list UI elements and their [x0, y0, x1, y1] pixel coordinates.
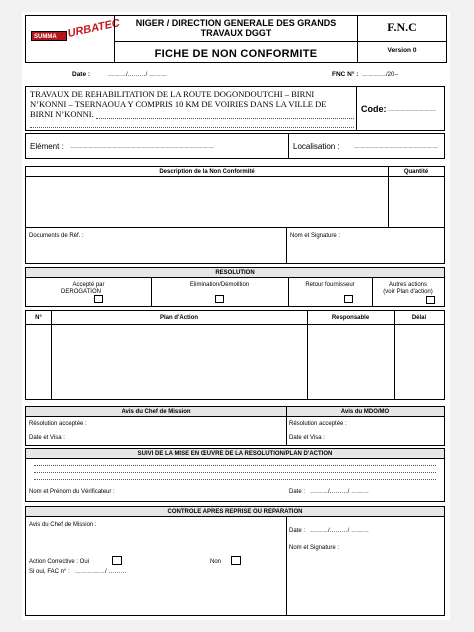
- plan-col-plan: Plan d'Action: [159, 315, 199, 321]
- form-title: FICHE DE NON CONFORMITE: [154, 48, 318, 60]
- description-box: [25, 166, 445, 264]
- docs-ref-label[interactable]: Documents de Réf. :: [29, 233, 84, 239]
- date-value[interactable]: ………/………/ ………: [108, 72, 168, 78]
- description-area[interactable]: [26, 177, 388, 227]
- corrective-non-checkbox[interactable]: [231, 556, 241, 565]
- summa-logo-text: SUMMA: [34, 34, 57, 40]
- description-bottom-line: [26, 227, 444, 228]
- localisation-label: Localisation :: [293, 142, 340, 151]
- avis-mdo-date-visa[interactable]: Date et Visa :: [289, 435, 325, 441]
- controle-date-label: Date :: [289, 528, 306, 534]
- element-label: Elément :: [30, 142, 64, 151]
- plan-col-resp: Responsable: [331, 315, 370, 321]
- suivi-line-1[interactable]: [34, 465, 436, 466]
- element-value[interactable]: ………………………………………………………………: [70, 144, 214, 150]
- option-autres-checkbox[interactable]: [426, 296, 435, 304]
- controle-divider: [286, 517, 287, 615]
- project-dots: [96, 118, 354, 119]
- controle-non-label: Non: [210, 559, 222, 565]
- logo-box: [25, 15, 121, 63]
- option-derogation-checkbox[interactable]: [94, 295, 103, 303]
- element-divider: [288, 134, 289, 158]
- plan-area[interactable]: [52, 325, 307, 399]
- suivi-box: [25, 448, 445, 502]
- project-code-divider: [356, 87, 357, 130]
- option-autres-label1: Autres actions: [388, 282, 428, 288]
- plan-div-resp: [307, 311, 308, 399]
- corrective-oui-checkbox[interactable]: [112, 556, 122, 565]
- urbatec-logo-text: URBATEC: [66, 17, 121, 40]
- option-derogation-label1: Accepté par: [72, 282, 105, 288]
- description-sign-label[interactable]: Nom et Signature :: [290, 233, 341, 239]
- header-title-line1: NIGER / DIRECTION GENERALE DES GRANDS: [135, 18, 337, 28]
- option-elimination-checkbox[interactable]: [215, 295, 224, 303]
- plan-div-delay: [394, 311, 395, 399]
- plan-box: [25, 310, 445, 400]
- title-divider: [115, 41, 357, 42]
- resolution-box: [25, 267, 445, 307]
- date-label: Date :: [72, 71, 91, 78]
- quantity-divider: [388, 167, 389, 227]
- project-box: [25, 86, 445, 131]
- controle-fac-value[interactable]: ……………/ ………: [75, 569, 127, 575]
- avis-chef-header: Avis du Chef de Mission: [121, 409, 191, 415]
- localisation-value[interactable]: ……………………………………: [354, 144, 438, 150]
- suivi-line-3[interactable]: [34, 479, 436, 480]
- resolution-header: RESOLUTION: [215, 270, 255, 276]
- title-box: [114, 15, 358, 63]
- quantity-header: Quantité: [403, 169, 429, 175]
- suivi-date-label: Date :: [289, 489, 306, 495]
- controle-avis-label[interactable]: Avis du Chef de Mission :: [29, 522, 97, 528]
- description-sign-divider: [286, 227, 287, 263]
- header-title-line2: TRAVAUX DGGT: [200, 28, 272, 38]
- controle-corrective-label: Action Corrective : Oui: [29, 559, 90, 565]
- avis-box: [25, 406, 445, 446]
- element-box: [25, 133, 445, 159]
- suivi-date-value[interactable]: ………/………/ ………: [310, 489, 370, 495]
- project-code-value[interactable]: ……………………: [388, 107, 436, 113]
- controle-fac-label: Si oui, FAC n° :: [29, 569, 70, 575]
- avis-mdo-resolution[interactable]: Résolution acceptée :: [289, 421, 347, 427]
- controle-header: CONTROLE APRES REPRISE OU REPARATION: [167, 509, 303, 515]
- fnc-label: FNC N° :: [332, 71, 359, 78]
- controle-date-value[interactable]: ………/………/ ………: [310, 528, 370, 534]
- code-box: [357, 15, 447, 63]
- description-header: Description de la Non Conformité: [159, 169, 255, 175]
- plan-col-no: N°: [35, 315, 42, 321]
- fnc-value[interactable]: …………/20--: [362, 72, 399, 78]
- option-elimination-label: Elimination/Démolition: [189, 282, 250, 288]
- form-page: [22, 12, 450, 620]
- avis-chef-date-visa[interactable]: Date et Visa :: [29, 435, 65, 441]
- option-retour-checkbox[interactable]: [344, 295, 353, 303]
- controle-box: [25, 506, 445, 616]
- avis-mdo-header: Avis du MDO/MO: [340, 409, 390, 415]
- summa-logo: [31, 31, 67, 41]
- project-line3: BIRNI N’KONNI.: [30, 109, 94, 119]
- avis-chef-resolution[interactable]: Résolution acceptée :: [29, 421, 87, 427]
- project-line1: TRAVAUX DE REHABILITATION DE LA ROUTE DOGONDOUTCHI – BIRNI: [30, 89, 315, 99]
- form-code: F.N.C: [387, 20, 417, 34]
- version-label: Version 0: [387, 47, 417, 54]
- suivi-header: SUIVI DE LA MISE EN ŒUVRE DE LA RESOLUTION/PLAN D'ACTION: [137, 451, 333, 457]
- option-retour-label: Retour fournisseur: [305, 282, 355, 288]
- project-code-label: Code:: [361, 104, 387, 114]
- project-dots-2: [30, 127, 354, 128]
- controle-sign-label[interactable]: Nom et Signature :: [289, 545, 340, 551]
- code-divider: [358, 41, 446, 42]
- project-line2: N’KONNI – TSERNAOUA Y COMPRIS 10 KM DE VOIRIES DANS LA VILLE DE: [30, 99, 327, 109]
- suivi-line-2[interactable]: [34, 472, 436, 473]
- plan-col-delay: Délai: [411, 315, 427, 321]
- suivi-verif-label[interactable]: Nom et Prénom du Vérificateur :: [29, 489, 115, 495]
- option-derogation-label2: DEROGATION: [61, 289, 101, 295]
- option-autres-label2: (voir Plan d'action): [383, 289, 433, 295]
